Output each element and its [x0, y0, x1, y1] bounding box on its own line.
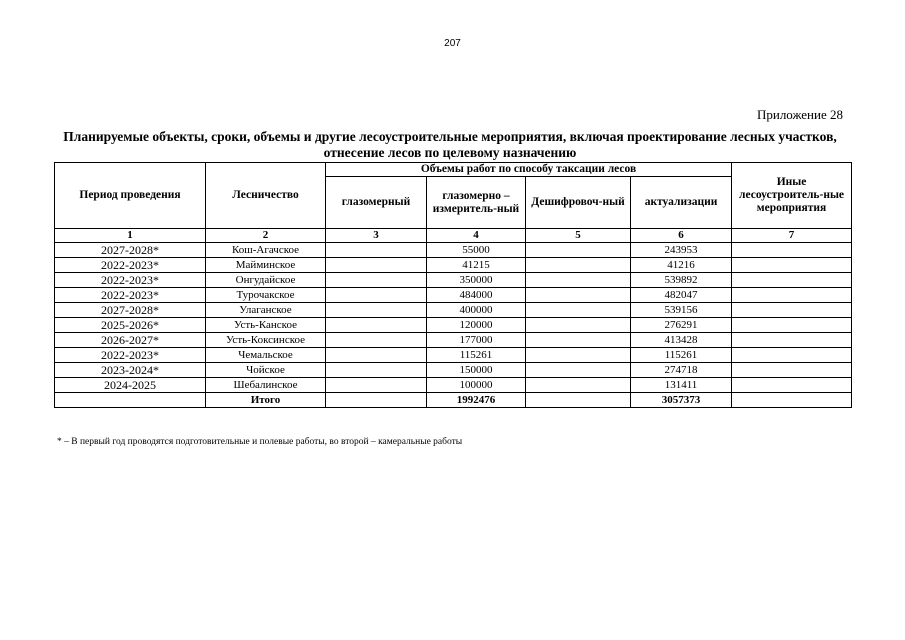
cell-visual-measuring: 150000 — [427, 363, 526, 378]
document-title: Планируемые объекты, сроки, объемы и другие лесоустроительные мероприятия, включая проектирование лесных участков, отнесение лесов по целевому назначению — [63, 129, 837, 160]
cell-visual — [326, 303, 427, 318]
cell-other — [732, 378, 852, 393]
header-volumes-group: Объемы работ по способу таксации лесов — [326, 163, 732, 177]
total-decoding — [526, 393, 631, 408]
header-period: Период проведения — [55, 163, 206, 229]
cell-other — [732, 243, 852, 258]
cell-visual — [326, 378, 427, 393]
table-row — [55, 333, 852, 348]
cell-forestry: Чемальское — [206, 348, 326, 363]
cell-decoding — [526, 378, 631, 393]
cell-period: 2023-2024* — [55, 363, 206, 378]
table-row — [55, 363, 852, 378]
cell-visual-measuring: 400000 — [427, 303, 526, 318]
column-number: 1 — [55, 229, 206, 243]
cell-visual — [326, 243, 427, 258]
cell-forestry: Майминское — [206, 258, 326, 273]
cell-visual-measuring: 177000 — [427, 333, 526, 348]
cell-visual-measuring: 115261 — [427, 348, 526, 363]
cell-other — [732, 318, 852, 333]
cell-actualization: 274718 — [631, 363, 732, 378]
cell-visual-measuring: 100000 — [427, 378, 526, 393]
cell-visual-measuring: 41215 — [427, 258, 526, 273]
cell-period: 2027-2028* — [55, 303, 206, 318]
total-other — [732, 393, 852, 408]
cell-decoding — [526, 288, 631, 303]
cell-forestry: Шебалинское — [206, 378, 326, 393]
header-decoding: Дешифровоч-ный — [526, 177, 631, 229]
cell-decoding — [526, 258, 631, 273]
cell-visual — [326, 333, 427, 348]
cell-actualization: 41216 — [631, 258, 732, 273]
cell-period: 2027-2028* — [55, 243, 206, 258]
column-number: 5 — [526, 229, 631, 243]
cell-other — [732, 273, 852, 288]
header-visual-measuring: глазомерно – измеритель-ный — [427, 177, 526, 229]
table-row — [55, 243, 852, 258]
cell-visual — [326, 318, 427, 333]
cell-period: 2022-2023* — [55, 348, 206, 363]
cell-forestry: Усть-Коксинское — [206, 333, 326, 348]
total-visual-measuring: 1992476 — [427, 393, 526, 408]
cell-actualization: 482047 — [631, 288, 732, 303]
cell-visual-measuring: 120000 — [427, 318, 526, 333]
column-number: 2 — [206, 229, 326, 243]
total-actualization: 3057373 — [631, 393, 732, 408]
total-label: Итого — [206, 393, 326, 408]
cell-period: 2022-2023* — [55, 258, 206, 273]
header-other: Иные лесоустроитель-ные мероприятия — [732, 163, 852, 229]
cell-visual-measuring: 55000 — [427, 243, 526, 258]
total-visual — [326, 393, 427, 408]
header-visual: глазомерный — [326, 177, 427, 229]
cell-visual — [326, 258, 427, 273]
cell-actualization: 131411 — [631, 378, 732, 393]
appendix-label: Приложение 28 — [756, 107, 843, 122]
cell-other — [732, 333, 852, 348]
cell-decoding — [526, 273, 631, 288]
cell-decoding — [526, 243, 631, 258]
cell-actualization: 115261 — [631, 348, 732, 363]
header-actualization: актуализации — [631, 177, 732, 229]
cell-decoding — [526, 303, 631, 318]
page-number: 207 — [444, 38, 461, 49]
column-number-row — [55, 229, 852, 243]
cell-period: 2026-2027* — [55, 333, 206, 348]
cell-forestry: Чойское — [206, 363, 326, 378]
cell-period: 2022-2023* — [55, 273, 206, 288]
column-number: 7 — [732, 229, 852, 243]
column-number: 4 — [427, 229, 526, 243]
cell-visual-measuring: 350000 — [427, 273, 526, 288]
column-number: 6 — [631, 229, 732, 243]
cell-forestry: Турочакское — [206, 288, 326, 303]
cell-visual — [326, 273, 427, 288]
cell-actualization: 276291 — [631, 318, 732, 333]
table-row — [55, 318, 852, 333]
cell-period: 2025-2026* — [55, 318, 206, 333]
cell-period: 2024-2025 — [55, 378, 206, 393]
header-forestry: Лесничество — [206, 163, 326, 229]
cell-actualization: 539156 — [631, 303, 732, 318]
table-row — [55, 303, 852, 318]
cell-forestry: Онгудайское — [206, 273, 326, 288]
cell-other — [732, 258, 852, 273]
cell-forestry: Кош-Агачское — [206, 243, 326, 258]
cell-other — [732, 288, 852, 303]
cell-other — [732, 303, 852, 318]
forest-planning-table — [54, 162, 852, 408]
cell-other — [732, 348, 852, 363]
cell-decoding — [526, 348, 631, 363]
cell-actualization: 539892 — [631, 273, 732, 288]
cell-forestry: Усть-Канское — [206, 318, 326, 333]
cell-visual — [326, 348, 427, 363]
cell-decoding — [526, 333, 631, 348]
total-period — [55, 393, 206, 408]
table-row — [55, 288, 852, 303]
cell-decoding — [526, 363, 631, 378]
footnote: * – В первый год проводятся подготовительные и полевые работы, во второй – камеральные работы — [57, 437, 463, 447]
table-row — [55, 273, 852, 288]
cell-visual — [326, 288, 427, 303]
cell-visual-measuring: 484000 — [427, 288, 526, 303]
cell-other — [732, 363, 852, 378]
table-row — [55, 378, 852, 393]
table-row — [55, 258, 852, 273]
cell-actualization: 243953 — [631, 243, 732, 258]
cell-period: 2022-2023* — [55, 288, 206, 303]
cell-decoding — [526, 318, 631, 333]
total-row — [55, 393, 852, 408]
cell-actualization: 413428 — [631, 333, 732, 348]
table-row — [55, 348, 852, 363]
cell-visual — [326, 363, 427, 378]
cell-forestry: Улаганское — [206, 303, 326, 318]
column-number: 3 — [326, 229, 427, 243]
